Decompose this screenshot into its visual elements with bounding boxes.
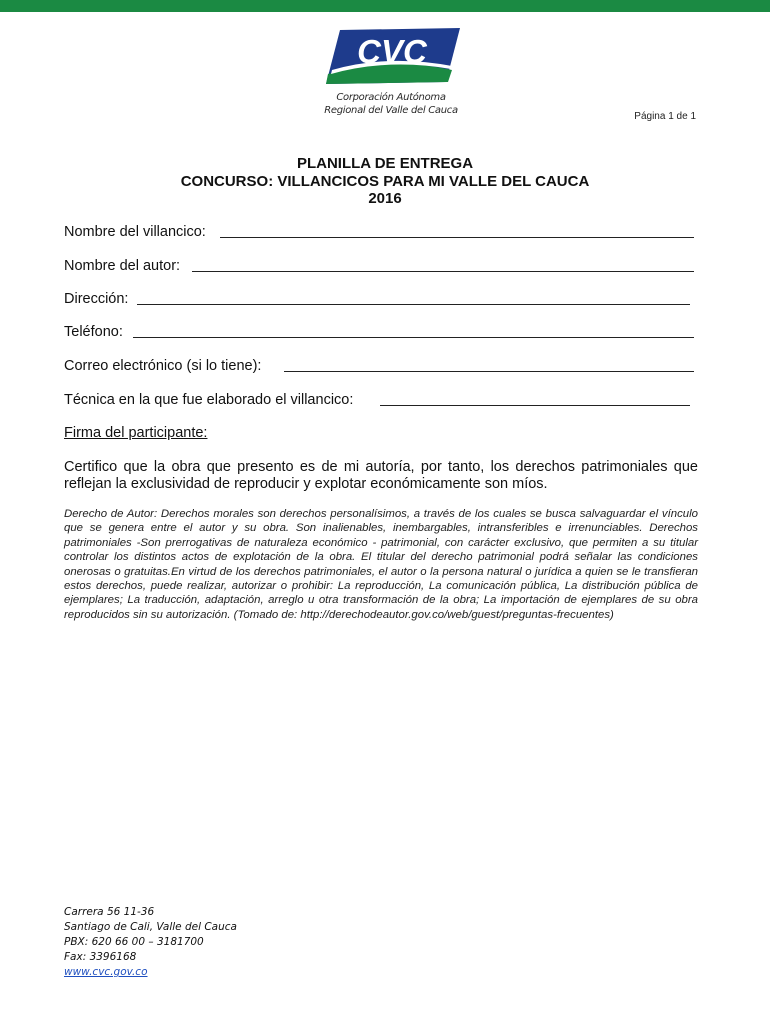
document-title: PLANILLA DE ENTREGA xyxy=(296,155,474,172)
field-label: Nombre del villancico: xyxy=(64,224,206,240)
technique-line[interactable] xyxy=(380,405,690,406)
field-label: Dirección: xyxy=(64,291,129,307)
field-label: Correo electrónico (si lo tiene): xyxy=(64,358,262,374)
field-address[interactable] xyxy=(64,291,696,307)
contest-name: CONCURSO: VILLANCICOS PARA MI VALLE DEL CAUCA xyxy=(180,173,590,190)
phone-line[interactable] xyxy=(133,337,694,338)
song-name-line[interactable] xyxy=(220,237,694,238)
page-number: Página 1 de 1 xyxy=(634,111,696,122)
field-song-name[interactable] xyxy=(64,224,696,240)
copyright-note: Derecho de Autor: Derechos morales son derechos personalísimos, a través de los cuales se busca salvaguardar el vínculo que se genera entre el autor y su obra. Son inalienables, inembargables, intransferibles e irrenunciables. Derechos patrimoniales -Son prerrogativas de naturaleza económico - patrimonial, con carácter exclusivo, que permiten a su titular controlar los distintos actos de explotación de la obra. El titular del derecho patrimonial podrá señalar las condiciones onerosas o gratuitas.En virtud de los derechos patrimoniales, el autor o la persona natural o jurídica a quien se le transfieran estos derechos, puede realizar, autorizar o prohibir: La reproducción, La comunicación pública, La distribución pública de ejemplares; La traducción, adaptación, arreglo u otra transformación de la obra; La importación de ejemplares de su obra reproducidos sin su autorización. (Tomado de: http://derechodeautor.gov.co/web/guest/preguntas-frecuentes) xyxy=(64,508,698,621)
field-label: Teléfono: xyxy=(64,324,123,340)
footer-address: Carrera 56 11-36 xyxy=(64,906,155,918)
logo-subtitle-1: Corporación Autónoma xyxy=(336,92,446,103)
footer-website-link[interactable]: www.cvc.gov.co xyxy=(64,966,148,978)
signature-label: Firma del participante: xyxy=(64,425,208,441)
logo-subtitle-2: Regional del Valle del Cauca xyxy=(324,105,458,116)
field-label: Técnica en la que fue elaborado el villancico: xyxy=(64,392,354,408)
email-line[interactable] xyxy=(284,371,694,372)
address-line[interactable] xyxy=(137,304,690,305)
top-green-bar xyxy=(0,0,770,12)
certification-text: Certifico que la obra que presento es de mi autoría, por tanto, los derechos patrimoniales que reflejan la exclusividad de reproducir y explotar económicamente son míos. xyxy=(64,459,698,492)
footer-contact xyxy=(64,905,237,980)
field-technique[interactable] xyxy=(64,392,696,408)
footer-pbx: PBX: 620 66 00 – 3181700 xyxy=(64,936,204,948)
cvc-logo xyxy=(318,26,464,120)
field-email[interactable] xyxy=(64,358,696,374)
contest-year: 2016 xyxy=(368,190,402,207)
logo-text: CVC xyxy=(357,33,427,70)
field-phone[interactable] xyxy=(64,324,696,340)
footer-fax: Fax: 3396168 xyxy=(64,951,137,963)
author-name-line[interactable] xyxy=(192,271,694,272)
footer-city: Santiago de Cali, Valle del Cauca xyxy=(64,921,237,933)
cvc-logo-emblem xyxy=(318,26,464,92)
field-author-name[interactable] xyxy=(64,258,696,274)
field-label: Nombre del autor: xyxy=(64,258,181,274)
